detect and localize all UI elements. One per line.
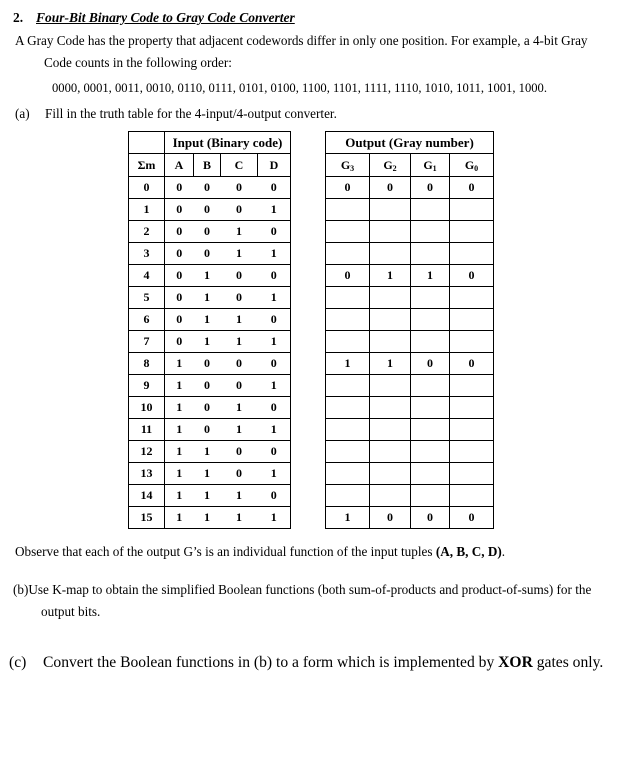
- output-cell[interactable]: [370, 441, 411, 463]
- part-b-label: (b): [13, 582, 29, 597]
- output-cell[interactable]: [411, 463, 450, 485]
- minterm-cell: 10: [129, 397, 165, 419]
- truth-table: [128, 131, 494, 529]
- part-b-line1: Use K-map to obtain the simplified Boolean functions (both sum-of-products and product-of-sums) for the: [28, 582, 592, 597]
- output-cell[interactable]: 0: [450, 353, 494, 375]
- input-cell: 1: [165, 485, 194, 507]
- output-cell[interactable]: [411, 485, 450, 507]
- input-cell: 1: [221, 243, 258, 265]
- output-cell[interactable]: [450, 397, 494, 419]
- minterm-cell: 15: [129, 507, 165, 529]
- table-row: [129, 177, 494, 199]
- minterm-cell: 1: [129, 199, 165, 221]
- gray-sequence: 0000, 0001, 0011, 0010, 0110, 0111, 0101, 0100, 1100, 1101, 1111, 1110, 1010, 1011, 1001, 1000.: [52, 81, 547, 95]
- minterm-cell: 2: [129, 221, 165, 243]
- col-header-output: [411, 154, 450, 177]
- output-cell[interactable]: 0: [450, 507, 494, 529]
- part-a-text: Fill in the truth table for the 4-input/4-output converter.: [45, 106, 337, 121]
- col-header-output-sub: 2: [392, 163, 397, 173]
- output-cell[interactable]: 1: [411, 265, 450, 287]
- output-cell[interactable]: [370, 221, 411, 243]
- output-cell[interactable]: [326, 287, 370, 309]
- output-cell[interactable]: 0: [411, 177, 450, 199]
- input-cell: 1: [165, 375, 194, 397]
- col-header-input: C: [221, 154, 258, 177]
- input-cell: 0: [165, 177, 194, 199]
- output-cell[interactable]: [326, 199, 370, 221]
- input-cell: 0: [194, 353, 221, 375]
- table-row: [129, 375, 494, 397]
- col-header-sigma: Σm: [129, 154, 165, 177]
- input-cell: 1: [221, 221, 258, 243]
- input-cell: 0: [165, 309, 194, 331]
- table-header-groups: [129, 132, 494, 154]
- input-cell: 1: [221, 419, 258, 441]
- output-cell[interactable]: [326, 243, 370, 265]
- output-cell[interactable]: 0: [326, 265, 370, 287]
- output-cell[interactable]: [370, 287, 411, 309]
- col-header-input: B: [194, 154, 221, 177]
- col-header-output-base: G: [464, 157, 475, 172]
- input-cell: 1: [221, 485, 258, 507]
- input-cell: 0: [258, 309, 291, 331]
- table-row: [129, 199, 494, 221]
- output-cell[interactable]: [326, 397, 370, 419]
- input-cell: 1: [194, 331, 221, 353]
- output-cell[interactable]: [370, 199, 411, 221]
- minterm-cell: 5: [129, 287, 165, 309]
- output-cell[interactable]: 0: [411, 507, 450, 529]
- col-header-output: [370, 154, 411, 177]
- output-cell[interactable]: 0: [450, 177, 494, 199]
- observe-end: .: [501, 544, 506, 559]
- output-cell[interactable]: [411, 441, 450, 463]
- minterm-cell: 7: [129, 331, 165, 353]
- table-row: [129, 485, 494, 507]
- output-cell[interactable]: [411, 309, 450, 331]
- output-cell[interactable]: 1: [370, 265, 411, 287]
- input-cell: 0: [194, 199, 221, 221]
- minterm-cell: 11: [129, 419, 165, 441]
- input-cell: 0: [165, 331, 194, 353]
- col-header-input: D: [258, 154, 291, 177]
- input-cell: 1: [258, 243, 291, 265]
- input-cell: 1: [258, 199, 291, 221]
- part-c-label: (c): [9, 654, 27, 671]
- output-cell[interactable]: [450, 331, 494, 353]
- col-header-output-base: G: [423, 157, 433, 172]
- table-row: [129, 507, 494, 529]
- problem-number: 2.: [13, 10, 24, 25]
- input-header: Input (Binary code): [165, 132, 291, 154]
- part-c-end: gates only.: [532, 654, 604, 671]
- col-header-output: [450, 154, 494, 177]
- minterm-cell: 0: [129, 177, 165, 199]
- table-row: [129, 265, 494, 287]
- output-cell[interactable]: [450, 375, 494, 397]
- observe-text: Observe that each of the output G’s is an individual function of the input tuples: [15, 544, 436, 559]
- output-cell[interactable]: [411, 375, 450, 397]
- minterm-cell: 4: [129, 265, 165, 287]
- table-row: [129, 397, 494, 419]
- output-cell[interactable]: [450, 287, 494, 309]
- minterm-cell: 9: [129, 375, 165, 397]
- input-cell: 0: [165, 243, 194, 265]
- output-cell[interactable]: [370, 243, 411, 265]
- part-c-text: Convert the Boolean functions in (b) to a form which is implemented by: [43, 654, 499, 671]
- input-cell: 1: [165, 353, 194, 375]
- intro-line-1: A Gray Code has the property that adjacent codewords differ in only one position. For example, a 4-bit Gray: [15, 33, 588, 48]
- input-cell: 1: [258, 375, 291, 397]
- output-cell[interactable]: [411, 331, 450, 353]
- input-cell: 1: [258, 331, 291, 353]
- input-cell: 0: [165, 287, 194, 309]
- input-cell: 0: [258, 485, 291, 507]
- input-cell: 1: [194, 485, 221, 507]
- input-cell: 0: [221, 265, 258, 287]
- output-cell[interactable]: 1: [326, 353, 370, 375]
- output-cell[interactable]: [450, 485, 494, 507]
- input-cell: 0: [258, 353, 291, 375]
- output-cell[interactable]: [326, 309, 370, 331]
- minterm-cell: 6: [129, 309, 165, 331]
- output-cell[interactable]: 0: [450, 265, 494, 287]
- minterm-cell: 13: [129, 463, 165, 485]
- output-cell[interactable]: [450, 309, 494, 331]
- part-a: [15, 106, 337, 122]
- output-cell[interactable]: [411, 397, 450, 419]
- input-cell: 0: [194, 397, 221, 419]
- problem-heading: [13, 10, 295, 26]
- output-cell[interactable]: 0: [370, 177, 411, 199]
- table-row: [129, 243, 494, 265]
- input-cell: 1: [194, 507, 221, 529]
- input-cell: 1: [221, 397, 258, 419]
- input-cell: 1: [165, 397, 194, 419]
- output-cell[interactable]: [326, 485, 370, 507]
- input-cell: 1: [194, 287, 221, 309]
- table-row: [129, 309, 494, 331]
- output-cell[interactable]: [326, 463, 370, 485]
- output-cell[interactable]: [370, 485, 411, 507]
- table-row: [129, 331, 494, 353]
- input-cell: 1: [221, 507, 258, 529]
- minterm-cell: 3: [129, 243, 165, 265]
- output-cell[interactable]: 1: [326, 507, 370, 529]
- output-cell[interactable]: [326, 441, 370, 463]
- input-cell: 1: [165, 441, 194, 463]
- input-cell: 0: [221, 199, 258, 221]
- output-cell[interactable]: [370, 309, 411, 331]
- input-cell: 1: [194, 463, 221, 485]
- observe-tuple: (A, B, C, D): [435, 544, 502, 559]
- output-cell[interactable]: [370, 397, 411, 419]
- output-cell[interactable]: [411, 287, 450, 309]
- output-cell[interactable]: [450, 221, 494, 243]
- output-cell[interactable]: [370, 419, 411, 441]
- input-cell: 1: [194, 265, 221, 287]
- table-row: [129, 419, 494, 441]
- input-cell: 1: [165, 419, 194, 441]
- intro-line-2: Code counts in the following order:: [44, 55, 232, 70]
- output-cell[interactable]: [370, 331, 411, 353]
- table-row: [129, 463, 494, 485]
- input-cell: 0: [165, 199, 194, 221]
- output-cell[interactable]: [450, 243, 494, 265]
- input-cell: 0: [221, 441, 258, 463]
- output-cell[interactable]: [326, 375, 370, 397]
- input-cell: 1: [221, 331, 258, 353]
- output-cell[interactable]: 0: [411, 353, 450, 375]
- input-cell: 1: [194, 441, 221, 463]
- col-header-output-base: G: [383, 157, 393, 172]
- input-cell: 0: [194, 177, 221, 199]
- output-cell[interactable]: [450, 199, 494, 221]
- output-cell[interactable]: [411, 199, 450, 221]
- table-header-columns: [129, 154, 494, 177]
- input-cell: 0: [258, 265, 291, 287]
- output-cell[interactable]: [411, 243, 450, 265]
- input-cell: 1: [258, 287, 291, 309]
- minterm-cell: 14: [129, 485, 165, 507]
- input-cell: 1: [258, 463, 291, 485]
- input-cell: 1: [258, 419, 291, 441]
- input-cell: 0: [258, 441, 291, 463]
- input-cell: 1: [165, 463, 194, 485]
- output-cell[interactable]: [450, 463, 494, 485]
- table-row: [129, 221, 494, 243]
- input-cell: 0: [221, 463, 258, 485]
- input-cell: 0: [258, 221, 291, 243]
- input-cell: 0: [221, 353, 258, 375]
- part-a-label: (a): [15, 106, 30, 121]
- input-cell: 0: [221, 287, 258, 309]
- col-header-output-sub: 0: [474, 163, 479, 173]
- col-header-output-sub: 3: [350, 163, 355, 173]
- part-c: [9, 654, 603, 672]
- output-cell[interactable]: 1: [370, 353, 411, 375]
- part-b: [13, 582, 591, 598]
- col-header-input: A: [165, 154, 194, 177]
- output-cell[interactable]: [370, 463, 411, 485]
- col-header-output-base: G: [340, 157, 351, 172]
- output-cell[interactable]: [326, 331, 370, 353]
- output-cell[interactable]: [326, 221, 370, 243]
- problem-title: Four-Bit Binary Code to Gray Code Converter: [36, 10, 295, 25]
- output-cell[interactable]: [411, 419, 450, 441]
- input-cell: 0: [258, 177, 291, 199]
- table-row: [129, 353, 494, 375]
- output-cell[interactable]: [326, 419, 370, 441]
- minterm-cell: 12: [129, 441, 165, 463]
- output-cell[interactable]: [450, 419, 494, 441]
- input-cell: 1: [258, 507, 291, 529]
- minterm-cell: 8: [129, 353, 165, 375]
- col-header-output-sub: 1: [432, 163, 437, 173]
- part-c-xor: XOR: [498, 654, 533, 671]
- input-cell: 0: [258, 397, 291, 419]
- input-cell: 0: [194, 419, 221, 441]
- input-cell: 0: [221, 375, 258, 397]
- col-header-output: [326, 154, 370, 177]
- input-cell: 1: [194, 309, 221, 331]
- input-cell: 1: [165, 507, 194, 529]
- output-cell[interactable]: 0: [370, 507, 411, 529]
- input-cell: 1: [221, 309, 258, 331]
- input-cell: 0: [194, 375, 221, 397]
- part-b-line2: output bits.: [41, 604, 101, 619]
- output-cell[interactable]: [411, 221, 450, 243]
- output-cell[interactable]: [450, 441, 494, 463]
- output-header: Output (Gray number): [326, 132, 494, 154]
- input-cell: 0: [165, 265, 194, 287]
- input-cell: 0: [165, 221, 194, 243]
- input-cell: 0: [221, 177, 258, 199]
- output-cell[interactable]: 0: [326, 177, 370, 199]
- input-cell: 0: [194, 221, 221, 243]
- table-row: [129, 287, 494, 309]
- table-row: [129, 441, 494, 463]
- output-cell[interactable]: [370, 375, 411, 397]
- input-cell: 0: [194, 243, 221, 265]
- observe-note: [15, 544, 505, 560]
